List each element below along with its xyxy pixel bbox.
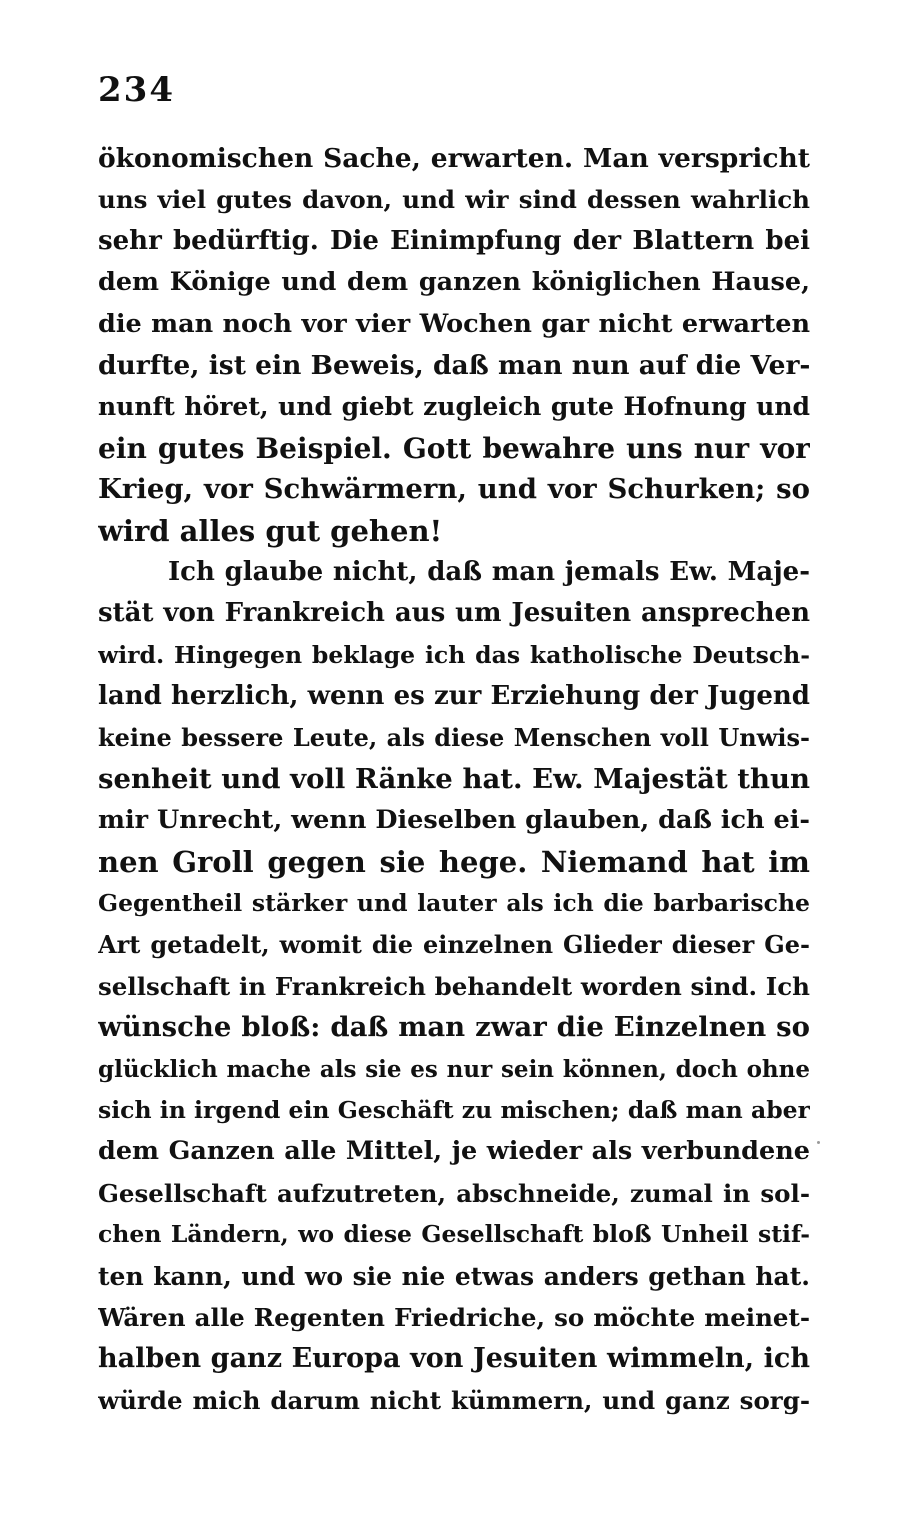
text-line: senheit und voll Ränke hat. Ew. Majestät thun [98, 762, 810, 795]
text-line: durfte, ist ein Beweis, daß man nun auf die Ver- [98, 349, 810, 381]
text-line: sich in irgend ein Geschäft zu mischen; daß man aber [98, 1095, 810, 1124]
text-line: keine bessere Leute, als diese Menschen voll Unwis- [98, 723, 810, 753]
text-line: nunft höret, und giebt zugleich gute Hofnung und [98, 392, 810, 422]
text-line: land herzlich, wenn es zur Erziehung der Jugend [98, 681, 810, 712]
text-line: Art getadelt, womit die einzelnen Glieder dieser Ge- [98, 930, 810, 960]
text-line: Wären alle Regenten Friedriche, so möchte meinet- [98, 1302, 810, 1332]
text-line: Gesellschaft aufzutreten, abschneide, zumal in sol- [98, 1178, 810, 1208]
body-text [98, 138, 810, 1421]
text-line: nen Groll gegen sie hege. Niemand hat im [98, 844, 810, 879]
text-line: ten kann, und wo sie nie etwas anders gethan hat. [98, 1261, 810, 1291]
text-line: dem Könige und dem ganzen königlichen Hause, [98, 267, 810, 298]
paragraph-first-line: Ich glaube nicht, daß man jemals Ew. Maje- [168, 556, 810, 587]
text-line: wünsche bloß: daß man zwar die Einzelnen so [98, 1011, 810, 1044]
text-line: die man noch vor vier Wochen gar nicht erwarten [98, 308, 810, 339]
text-line: uns viel gutes davon, und wir sind dessen wahrlich [98, 185, 810, 215]
page-number: 234 [98, 70, 175, 110]
text-line: ökonomischen Sache, erwarten. Man verspricht [98, 143, 810, 174]
paper-speck [817, 1141, 820, 1144]
text-line: Gegentheil stärker und lauter als ich die barbarische [98, 889, 810, 918]
text-line: ein gutes Beispiel. Gott bewahre uns nur vor [98, 431, 810, 465]
text-line: chen Ländern, wo diese Gesellschaft bloß Unheil stif- [98, 1220, 810, 1249]
text-line: würde mich darum nicht kümmern, und ganz sorg- [98, 1385, 810, 1415]
text-line: wird alles gut gehen! [98, 513, 443, 548]
text-line: stät von Frankreich aus um Jesuiten ansprechen [98, 598, 810, 629]
text-line: glücklich mache als sie es nur sein können, doch ohne [98, 1055, 810, 1083]
text-line: Krieg, vor Schwärmern, und vor Schurken; so [98, 473, 810, 506]
text-line: sellschaft in Frankreich behandelt worden sind. Ich [98, 971, 810, 1001]
text-line: sehr bedürftig. Die Einimpfung der Blattern bei [98, 225, 810, 256]
text-line: halben ganz Europa von Jesuiten wimmeln, ich [98, 1343, 810, 1375]
text-line: mir Unrecht, wenn Dieselben glauben, daß ich ei- [98, 805, 810, 836]
text-line: dem Ganzen alle Mittel, je wieder als verbundene [98, 1136, 810, 1167]
text-line: wird. Hingegen beklage ich das katholische Deutsch- [98, 640, 810, 669]
